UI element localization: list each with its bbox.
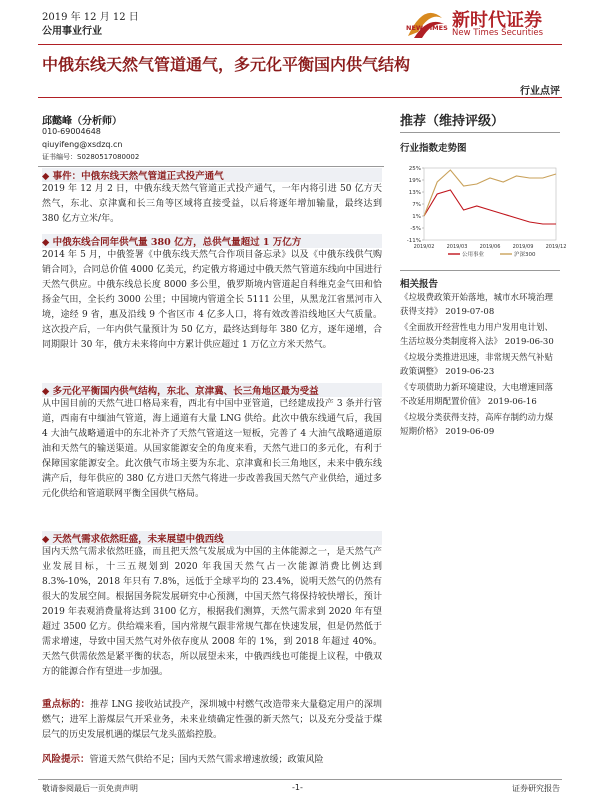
legend-label: 公用事业: [462, 252, 485, 258]
x-tick-label: 2019/09: [512, 244, 534, 250]
section-title: ◆ 中俄东线合同年供气量 380 亿方，总供气量超过 1 万亿方: [42, 234, 382, 248]
section-body: 2019 年 12 月 2 日，中俄东线天然气管道正式投产通气，一年内将引进 50 亿方天然气，东北、京津冀和长三角等区域将直接受益，以后将逐年增加输量，最终达到 380 亿方立米/年。: [42, 184, 382, 224]
related-item-date: 2019-07-08: [445, 306, 495, 317]
section-title-text: 重点标的：: [42, 699, 91, 710]
title-rule: [38, 97, 562, 98]
related-item-text: 《垃圾费政策开始落地，城市水环境治理获得支持》: [400, 293, 554, 317]
section-targets: [42, 697, 382, 743]
related-item[interactable]: [400, 292, 560, 319]
related-item-date: 2019-06-23: [445, 366, 495, 377]
section-body-text: 推荐 LNG 接收站试投产，深圳城中村燃气改造带来大量稳定用户的深圳燃气；进军上游煤层气开采业务，未来业绩确定性强的新天然气；以及充分受益于煤层气的历史发展机遇的煤层气龙头蓝焰控股。: [42, 700, 382, 740]
section-body-text: 管道天然气供给不足；国内天然气需求增速放缓；政策风险: [89, 755, 324, 765]
y-tick-label: -11%: [406, 238, 421, 244]
related-item-text: 《垃圾分类获得支持，高库存制约动力煤短期价格》: [400, 413, 554, 437]
y-tick-label: -5%: [410, 226, 421, 232]
y-tick-label: 1%: [412, 214, 421, 220]
related-item-date: 2019-06-09: [445, 426, 495, 437]
logo-badge-text: NEW TIMES: [406, 24, 448, 32]
series-line: [424, 190, 556, 224]
section-title-text: 事件：中俄东线天然气管道正式投产通气: [52, 171, 224, 182]
logo-name-en: New Times Securities: [452, 28, 544, 38]
author-cert: 证书编号：S0280517080002: [42, 153, 140, 161]
legend-label: 沪深300: [514, 252, 536, 258]
chart-bottom-rule: [400, 270, 560, 271]
chart-frame: [424, 168, 556, 240]
industry-label: 公用事业行业: [42, 26, 102, 37]
related-item[interactable]: [400, 382, 560, 409]
footer-disclaimer[interactable]: 敬请参阅最后一页免责声明: [42, 784, 138, 793]
page-title: 中俄东线天然气管道通气，多元化平衡国内供气结构: [42, 55, 411, 74]
section-title-text: 中俄东线合同年供气量 380 亿方，总供气量超过 1 万亿方: [52, 237, 302, 248]
related-item-text: 《专项债助力新环境建设，大电增速回落不改延用期配置价值》: [400, 383, 554, 407]
y-tick-label: 19%: [408, 178, 421, 184]
related-item-text: 《全面放开经营性电力用户发用电计划、生活垃圾分类制度将入法》: [400, 323, 554, 347]
report-type: 行业点评: [520, 86, 560, 97]
chart-svg: [400, 162, 567, 262]
section-title: ◆ 天然气需求依然旺盛，未来展望中俄西线: [42, 531, 382, 545]
related-item-date: 2019-06-30: [504, 336, 554, 347]
related-item[interactable]: [400, 322, 560, 349]
section-risk: [42, 752, 382, 768]
section-event: [42, 168, 382, 227]
y-tick-label: 7%: [412, 202, 421, 208]
report-date: 2019 年 12 月 12 日: [42, 12, 139, 23]
logo-name-cn: 新时代证券: [452, 10, 542, 31]
section-title-text: 风险提示：: [42, 754, 90, 765]
header-rule: [38, 44, 562, 45]
series-line: [424, 170, 556, 216]
y-tick-label: 13%: [408, 190, 421, 196]
x-tick-label: 2019/06: [479, 244, 501, 250]
section-title: ◆ 多元化平衡国内供气结构，东北、京津冀、长三角地区最为受益: [42, 383, 382, 397]
section-title-text: 天然气需求依然旺盛，未来展望中俄西线: [52, 534, 224, 545]
author-email[interactable]: qiuyifeng@xsdzq.cn: [42, 140, 123, 149]
related-item[interactable]: [400, 352, 560, 379]
footer-report-label: 证券研究报告: [512, 784, 560, 793]
section-diversify: [42, 383, 382, 502]
footer-rule: [38, 779, 562, 780]
rating-rule: [400, 132, 560, 133]
chart-title: 行业指数走势图: [400, 143, 467, 154]
rating-label: 推荐（维持评级）: [400, 114, 505, 129]
body-top-rule: [38, 166, 384, 167]
section-body: [42, 697, 382, 743]
brand-logo: [404, 8, 446, 42]
logo-mark-icon: [404, 8, 446, 42]
section-title: ◆ 事件：中俄东线天然气管道正式投产通气: [42, 168, 382, 182]
y-tick-label: 25%: [408, 166, 421, 172]
industry-index-chart: [400, 162, 567, 262]
related-item[interactable]: [400, 412, 560, 439]
related-title: 相关报告: [400, 279, 439, 290]
x-tick-label: 2019/02: [413, 244, 435, 250]
section-contract: [42, 234, 382, 353]
related-item-text: 《垃圾分类推进迅速，非常规天然气补贴政策调整》: [400, 353, 554, 377]
section-body: [42, 752, 382, 768]
section-demand: [42, 531, 382, 680]
author-phone: 010-69004648: [42, 127, 101, 136]
author-name: 邱懿峰（分析师）: [42, 116, 122, 127]
x-tick-label: 2019/03: [446, 244, 468, 250]
section-body: 国内天然气需求依然旺盛，而且把天然气发展成为中国的主体能源之一，是天然气产业发展目标，十三五规划到 2020 年我国天然气占一次能源消费比例达到 8.3%-10%，2018 年只有 7.8%，远低于全球平均的 23.4%，说明天然气的仍然有很大的发展空间。根据国务院发展研究中心预测，中国天然气将保持较快增长，预计 2019 年表观消费量将达到 3100 亿方，根据我们测算，天然气需求到 2020 年有望超过 3500 亿方。供给端来看，国内常规气跟非常规气都在快速发展，但是仍然低于需求增速，导致中国天然气对外依存度从 2008 年的 1%，到 2018 年超过 40%。天然气供需依然是紧平衡的状态，所以展望未来，中俄西线也可能提上议程，中俄双方的能源合作有望进一步加强。: [42, 547, 382, 677]
section-body: 从中国目前的天然气进口格局来看，西北有中国中亚管道，已经建成投产 3 条并行管道，西南有中缅油气管道，海上通道有大量 LNG 供给。此次中俄东线通气后，我国 4 大油气战略通道中的东北补齐了天然气管道这一短板，完善了 4 大油气战略通道原油和天然气的输送渠道。从国家能源安全的角度来看，天然气进口的多元化，有利于保障国家能源安全。此次俄气市场主要为东北、京津冀和长三角地区，未来中俄东线满产后，每年供应的 380 亿方进口天然气将进一步改善我国天然气产业供给，通过多元化供给和管道联网平衡全国供气格局。: [42, 399, 382, 499]
related-list: [400, 292, 560, 439]
section-body: 2014 年 5 月，中俄签署《中俄东线天然气合作项目备忘录》以及《中俄东线供气购销合同》，合同总价值 4000 亿美元，约定俄方将通过中俄天然气管道东线向中国进行天然气供应。中俄东线总长度 8000 多公里，俄罗斯境内管道起自科维克金气田和恰扬金气田，全长约 3000 公里；中国境内管道全长 5111 公里，从黑龙江省黑河市入境，途经 9 省，惠及沿线 9 个省区市 4 亿多人口，将有效改善沿线地区大气质量。这次投产后，一年内供气量预计为 50 亿方，最终达到每年 380 亿方，逐年递增，合同期限计 30 年，俄方未来将向中方累计供应超过 1 万亿立方米天然气。: [42, 250, 382, 350]
section-title-text: 多元化平衡国内供气结构，东北、京津冀、长三角地区最为受益: [52, 386, 319, 397]
x-tick-label: 2019/12: [545, 244, 567, 250]
footer-page-number: -1-: [292, 783, 303, 792]
related-item-date: 2019-06-16: [487, 396, 537, 407]
